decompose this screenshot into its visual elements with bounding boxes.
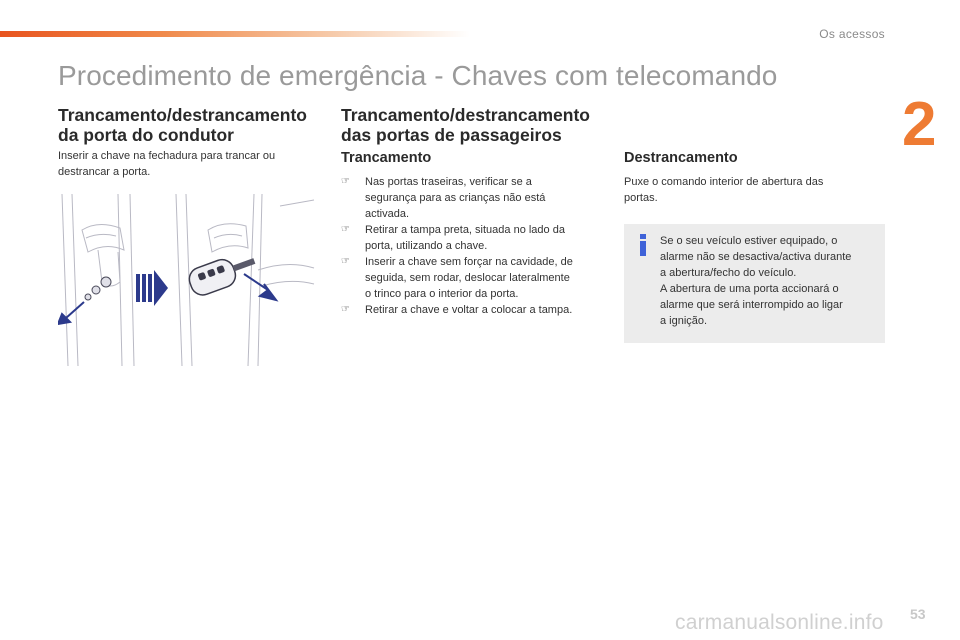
locking-step-2 bbox=[341, 222, 603, 254]
watermark: carmanualsonline.info bbox=[675, 611, 884, 634]
locking-steps bbox=[341, 174, 603, 318]
bullet-icon: ☞ bbox=[341, 304, 350, 315]
info-icon bbox=[638, 234, 648, 256]
line: seguida, sem rodar, deslocar lateralmente bbox=[365, 272, 570, 284]
line: Retirar a chave e voltar a colocar a tampa. bbox=[365, 304, 573, 316]
line: Nas portas traseiras, verificar se a bbox=[365, 176, 532, 188]
driver-door-heading bbox=[58, 105, 307, 145]
bullet-icon: ☞ bbox=[341, 224, 350, 235]
unlocking-text-line1: Puxe o comando interior de abertura das bbox=[624, 176, 824, 188]
passenger-doors-heading-line2: das portas de passageiros bbox=[341, 125, 562, 145]
driver-door-heading-line1: Trancamento/destrancamento bbox=[58, 105, 307, 125]
bullet-icon: ☞ bbox=[341, 176, 350, 187]
door-lock-illustration bbox=[58, 190, 318, 366]
line: activada. bbox=[365, 208, 410, 220]
passenger-doors-heading bbox=[341, 105, 590, 145]
unlocking-heading: Destrancamento bbox=[624, 150, 738, 166]
line: Retirar a tampa preta, situada no lado da bbox=[365, 224, 565, 236]
info-line: a abertura/fecho do veículo. bbox=[660, 267, 797, 279]
chapter-number: 2 bbox=[902, 90, 937, 159]
bullet-icon: ☞ bbox=[341, 256, 350, 267]
line: Inserir a chave sem forçar na cavidade, de bbox=[365, 256, 573, 268]
unlocking-text-line2: portas. bbox=[624, 192, 658, 204]
line: o trinco para o interior da porta. bbox=[365, 288, 519, 300]
info-line: alarme não se desactiva/activa durante bbox=[660, 251, 852, 263]
locking-heading: Trancamento bbox=[341, 150, 432, 166]
unlocking-text bbox=[624, 174, 886, 206]
driver-door-text-line1: Inserir a chave na fechadura para trancar ou bbox=[58, 150, 276, 162]
locking-step-1 bbox=[341, 174, 603, 222]
info-line: alarme que será interrompido ao ligar bbox=[660, 299, 843, 311]
line: segurança para as crianças não está bbox=[365, 192, 546, 204]
page-number: 53 bbox=[910, 606, 926, 622]
header-accent-bar bbox=[0, 31, 470, 37]
info-line: A abertura de uma porta accionará o bbox=[660, 283, 839, 295]
locking-step-3 bbox=[341, 254, 603, 302]
driver-door-text bbox=[58, 148, 318, 180]
line: porta, utilizando a chave. bbox=[365, 240, 488, 252]
info-text bbox=[660, 233, 875, 329]
info-box bbox=[624, 224, 885, 343]
page-title: Procedimento de emergência - Chaves com telecomando bbox=[58, 60, 778, 91]
section-label: Os acessos bbox=[819, 27, 885, 41]
locking-step-4 bbox=[341, 302, 603, 318]
driver-door-text-line2: destrancar a porta. bbox=[58, 166, 151, 178]
passenger-doors-heading-line1: Trancamento/destrancamento bbox=[341, 105, 590, 125]
info-line: Se o seu veículo estiver equipado, o bbox=[660, 235, 838, 247]
driver-door-heading-line2: da porta do condutor bbox=[58, 125, 234, 145]
info-line: a ignição. bbox=[660, 315, 708, 327]
